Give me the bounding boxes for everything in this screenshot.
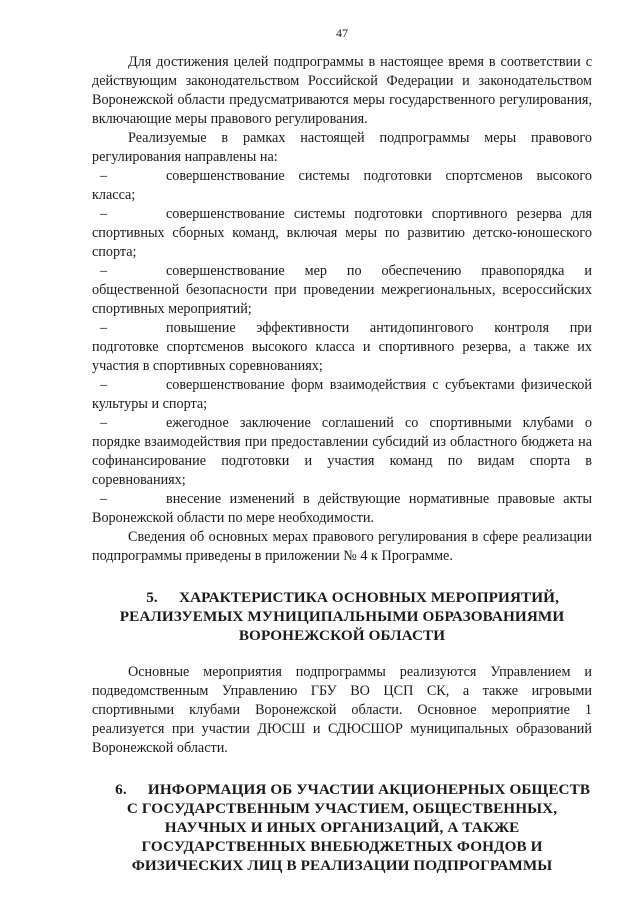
list-item-text: ежегодное заключение соглашений со спортивными клубами о порядке взаимодействия при предоставлении субсидий из областного бюджета на софинансирование подготовки и участия команд по видам спорта в соревнованиях; xyxy=(92,415,592,488)
measures-list xyxy=(92,167,592,528)
section-6-number: 6. xyxy=(115,781,127,798)
list-item xyxy=(92,376,592,414)
list-item-text: совершенствование системы подготовки спортсменов высокого класса; xyxy=(92,168,592,203)
list-dash: – xyxy=(100,377,108,393)
list-dash: – xyxy=(100,263,108,279)
page-number: 47 xyxy=(336,26,348,40)
list-item-text: внесение изменений в действующие нормативные правовые акты Воронежской области по мере необходимости. xyxy=(92,491,592,526)
list-item xyxy=(92,490,592,528)
list-item xyxy=(92,262,592,319)
list-item-text: совершенствование системы подготовки спортивного резерва для спортивных сборных команд, включая меры по развитию детско-юношеского спорта; xyxy=(92,206,592,260)
list-item-text: совершенствование форм взаимодействия с субъектами физической культуры и спорта; xyxy=(92,377,592,412)
section-5-body: Основные мероприятия подпрограммы реализуются Управлением и подведомственным Управлению ГБУ ВО ЦСП СК, а также игровыми спортивными клубами Воронежской области. Основное мероприятие 1 реализуется при участии ДЮСШ и СДЮСШОР муниципальных образований Воронежской области. xyxy=(92,664,592,756)
list-item-text: совершенствование мер по обеспечению правопорядка и общественной безопасности при проведении межрегиональных, всероссийских спортивных мероприятий; xyxy=(92,263,592,317)
section-5-title: ХАРАКТЕРИСТИКА ОСНОВНЫХ МЕРОПРИЯТИЙ, РЕАЛИЗУЕМЫХ МУНИЦИПАЛЬНЫМИ ОБРАЗОВАНИЯМИ ВОРОНЕЖСКОЙ ОБЛАСТИ xyxy=(119,589,565,644)
intro-paragraph: Для достижения целей подпрограммы в настоящее время в соответствии с действующим законодательством Российской Федерации и законодательством Воронежской области предусматриваются меры государственного регулирования, включающие меры правового регулирования. xyxy=(92,54,592,127)
list-dash: – xyxy=(100,168,108,184)
list-item xyxy=(92,167,592,205)
measures-intro-paragraph: Реализуемые в рамках настоящей подпрограммы меры правового регулирования направлены на: xyxy=(92,130,592,165)
section-5-heading xyxy=(92,588,592,645)
list-item xyxy=(92,205,592,262)
list-dash: – xyxy=(100,491,108,507)
list-dash: – xyxy=(100,415,108,431)
section-5-number: 5. xyxy=(146,589,158,606)
list-item xyxy=(92,319,592,376)
list-item-text: повышение эффективности антидопингового контроля при подготовке спортсменов высокого класса и спортивного резерва, а также их участия в спортивных соревнованиях; xyxy=(92,320,592,374)
list-item xyxy=(92,414,592,490)
list-dash: – xyxy=(100,206,108,222)
regulation-info-paragraph: Сведения об основных мерах правового регулирования в сфере реализации подпрограммы приведены в приложении № 4 к Программе. xyxy=(92,529,592,564)
section-6-heading xyxy=(92,780,592,875)
section-6-title: ИНФОРМАЦИЯ ОБ УЧАСТИИ АКЦИОНЕРНЫХ ОБЩЕСТВ С ГОСУДАРСТВЕННЫМ УЧАСТИЕМ, ОБЩЕСТВЕННЫХ, НАУЧНЫХ И ИНЫХ ОРГАНИЗАЦИЙ, А ТАКЖЕ ГОСУДАРСТВЕННЫХ ВНЕБЮДЖЕТНЫХ ФОНДОВ И ФИЗИЧЕСКИХ ЛИЦ В РЕАЛИЗАЦИИ ПОДПРОГРАММЫ xyxy=(126,781,591,874)
list-dash: – xyxy=(100,320,108,336)
